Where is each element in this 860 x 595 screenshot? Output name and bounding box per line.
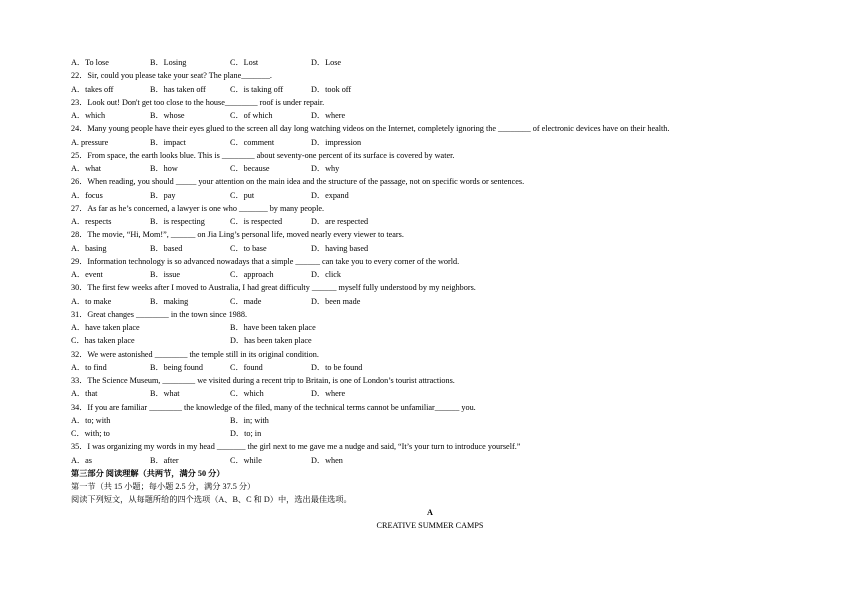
answer-option: A. pressure	[71, 137, 109, 147]
question-text: 32．We were astonished ________ the temple still in its original condition.	[71, 349, 319, 359]
answer-option: D．where	[311, 389, 346, 399]
question-text: 28．The movie, “Hi, Mom!”, ______ on Jia Ling’s personal life, moved nearly every viewer to tears.	[71, 230, 404, 240]
passage-title: CREATIVE SUMMER CAMPS	[376, 521, 484, 530]
answer-option: D．are respected	[311, 217, 369, 226]
answer-option: D．click	[311, 270, 342, 279]
answer-option: A．that	[71, 389, 98, 399]
answer-option: B．how	[150, 164, 178, 173]
answer-option: C．approach	[230, 270, 274, 279]
answer-option: C．which	[230, 389, 264, 399]
question-text: 第一节（共 15 小题；每小题 2.5 分，满分 37.5 分）	[71, 482, 256, 491]
answer-option: C．has taken place	[71, 336, 135, 346]
answer-option: D．having based	[311, 243, 369, 253]
answer-option: A．have taken place	[71, 323, 140, 332]
question-text: 26．When reading, you should _____ your attention on the main idea and the structure of the passage, not on specific words or sentences.	[71, 177, 525, 187]
answer-option: C．because	[230, 164, 270, 173]
question-text: 29．Information technology is so advanced nowadays that a simple ______ can take you to every corner of the world.	[71, 256, 460, 266]
answer-option: D．impression	[311, 137, 362, 147]
question-text: 31．Great changes ________ in the town since 1988.	[71, 309, 247, 319]
question-text: 23．Look out! Don't get too close to the house________ roof is under repair.	[71, 97, 325, 107]
answer-option: B．based	[150, 243, 183, 253]
answer-option: C．is respected	[230, 217, 283, 226]
answer-option: A．basing	[71, 243, 107, 253]
answer-option: D．expand	[311, 190, 349, 200]
question-text: 27．As far as he’s concerned, a lawyer is one who _______ by many people.	[71, 203, 325, 213]
answer-option: A．respects	[71, 217, 112, 226]
answer-option: B．Losing	[150, 58, 187, 67]
answer-option: C．Lost	[230, 58, 259, 67]
answer-option: B．in; with	[230, 415, 269, 425]
question-text: 33．The Science Museum, ________ we visited during a recent trip to Britain, is one of London’s tourist attractions.	[71, 376, 455, 385]
answer-option: A．to; with	[71, 415, 111, 425]
answer-option: D．why	[311, 164, 340, 173]
answer-option: A．as	[71, 455, 92, 465]
answer-option: D．took off	[311, 84, 352, 94]
answer-option: B．whose	[150, 111, 185, 120]
answer-option: B．impact	[150, 137, 186, 147]
passage-letter: A	[427, 508, 433, 517]
answer-option: D．when	[311, 455, 343, 465]
answer-option: D．been made	[311, 296, 361, 306]
answer-option: A．event	[71, 270, 103, 279]
answer-option: A．to make	[71, 296, 112, 306]
question-text: 30．The first few weeks after I moved to Australia, I had great difficulty ______ myself fully understood by my neighbors.	[71, 283, 476, 293]
question-text: 24．Many young people have their eyes glued to the screen all day long watching videos on the Internet, completely ignoring the ________ of electronic devices have on their health.	[71, 124, 670, 134]
answer-option: C．of which	[230, 111, 273, 120]
question-text: 22．Sir, could you please take your seat? The plane_______.	[71, 71, 272, 81]
answer-option: B．is respecting	[150, 217, 205, 226]
question-text: 35．I was organizing my words in my head _______ the girl next to me gave me a nudge and said, “It’s your turn to introduce yourself.”	[71, 442, 521, 452]
answer-option: A．to find	[71, 362, 107, 372]
answer-option: A．To lose	[71, 58, 109, 67]
answer-option: A．focus	[71, 190, 103, 200]
answer-option: C．comment	[230, 137, 275, 147]
answer-option: A．which	[71, 111, 106, 120]
answer-option: D．Lose	[311, 58, 342, 67]
answer-option: D．to; in	[230, 429, 262, 438]
answer-option: B．pay	[150, 190, 176, 200]
answer-option: C．with; to	[71, 429, 110, 438]
section-heading: 第三部分 阅读理解（共两节，满分 50 分）	[71, 468, 225, 478]
answer-option: D．has been taken place	[230, 336, 312, 346]
answer-option: A．takes off	[71, 84, 114, 94]
answer-option: C．found	[230, 362, 263, 372]
answer-option: C．is taking off	[230, 84, 284, 94]
answer-option: D．to be found	[311, 362, 363, 372]
answer-option: B．have been taken place	[230, 323, 316, 332]
question-text: 34．If you are familiar ________ the knowledge of the filed, many of the technical terms cannot be unfamiliar______ you.	[71, 402, 476, 412]
answer-option: C．to base	[230, 243, 267, 253]
answer-option: C．while	[230, 455, 262, 465]
answer-option: B．what	[150, 389, 180, 399]
answer-option: B．has taken off	[150, 84, 206, 94]
answer-option: B．being found	[150, 362, 203, 372]
answer-option: B．issue	[150, 270, 181, 279]
answer-option: D．where	[311, 111, 346, 120]
answer-option: C．put	[230, 190, 255, 200]
answer-option: C．made	[230, 296, 262, 306]
answer-option: B．after	[150, 455, 179, 465]
question-text: 阅读下列短文，从每题所给的四个选项（A、B、C 和 D）中，选出最佳选项。	[71, 495, 352, 505]
question-text: 25．From space, the earth looks blue. This is ________ about seventy-one percent of its surface is covered by water.	[71, 150, 455, 160]
answer-option: B．making	[150, 296, 189, 306]
answer-option: A．what	[71, 164, 102, 173]
